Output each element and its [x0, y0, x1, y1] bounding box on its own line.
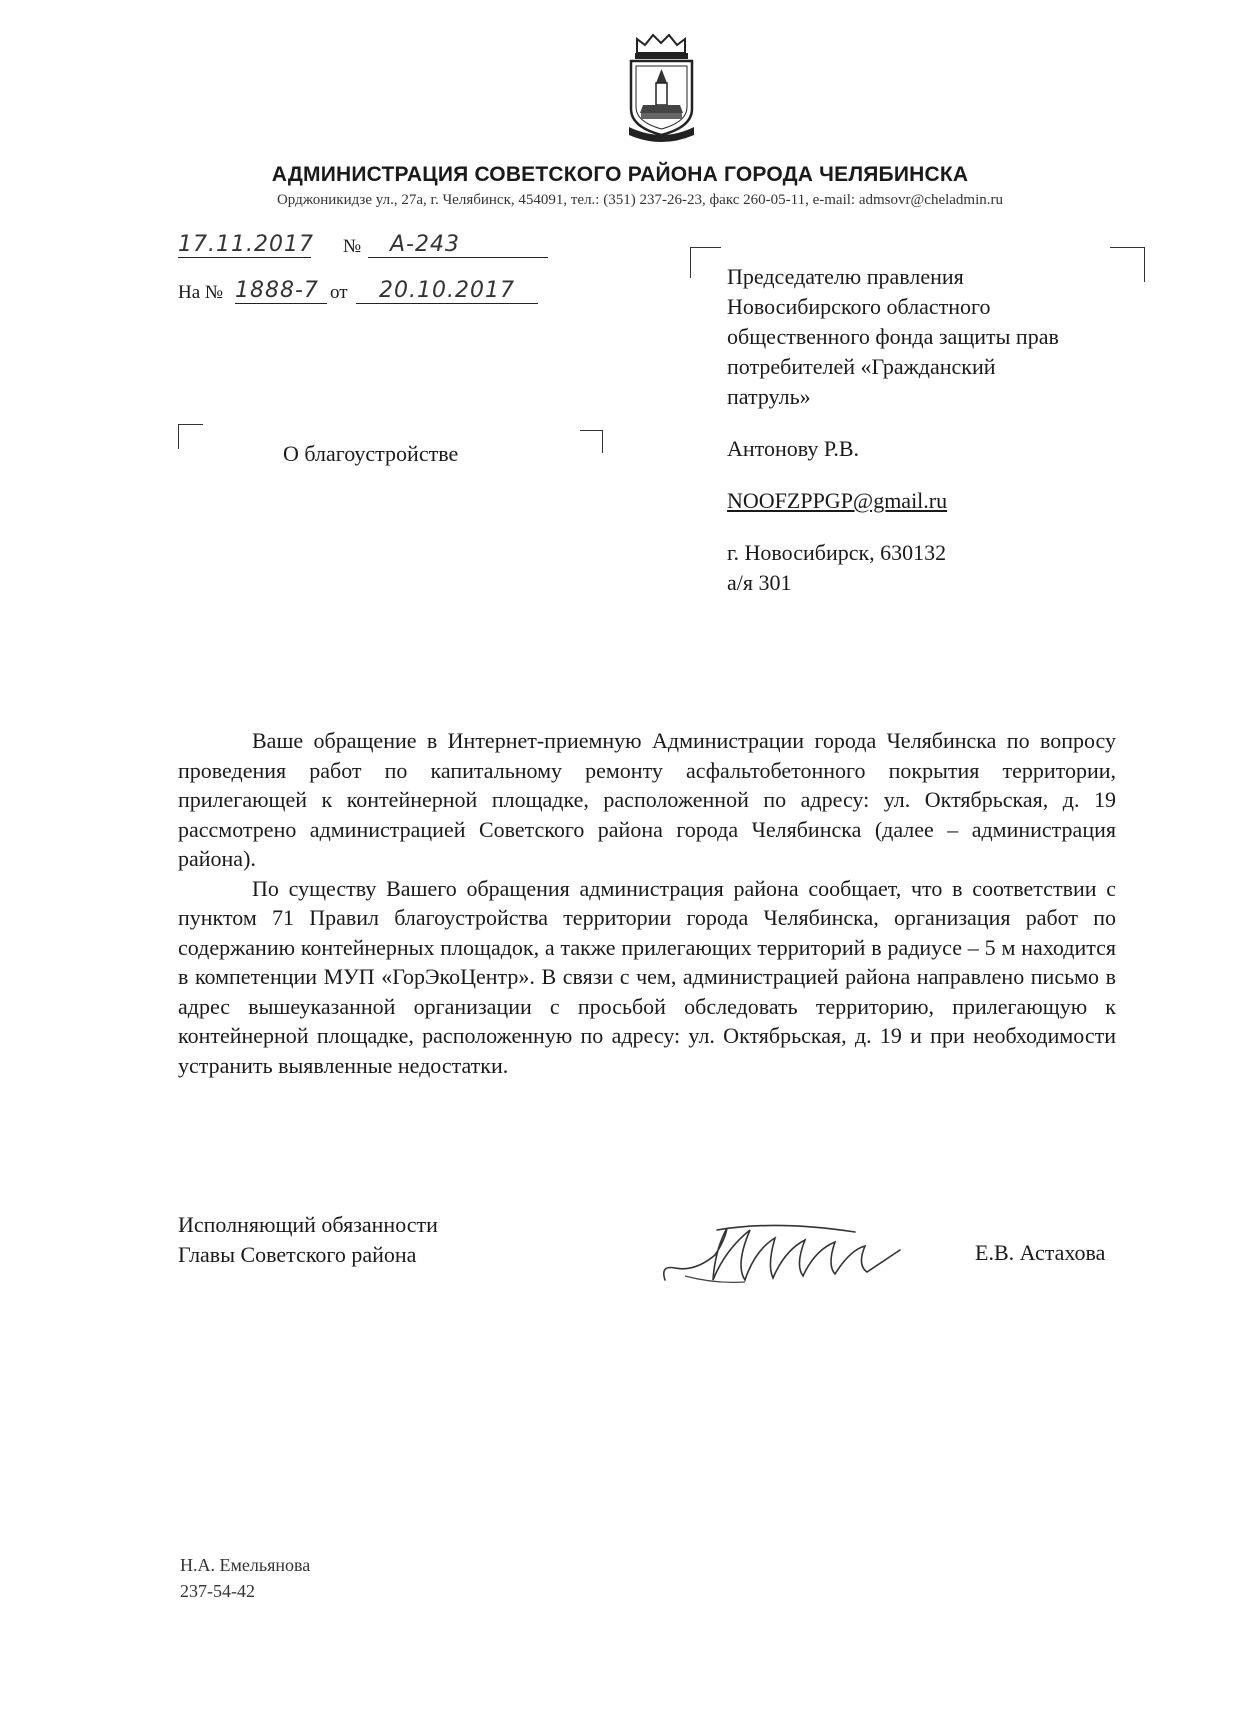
body-paragraph: По существу Вашего обращения администрация района сообщает, что в соответствии с пунктом 71 Правил благоустройства территории города Челябинска, организация работ по содержанию контейнерных площадок, а также прилегающих территорий в радиусе – 5 м находится в компетенции МУП «ГорЭкоЦентр». В связи с чем, администрацией района направлено письмо в адрес вышеуказанной организации с просьбой обследовать территорию, прилегающую к контейнерной площадке, расположенную по адресу: ул. Октябрьская, д. 19 и при необходимости устранить выявленные недостатки.: [178, 875, 1116, 1078]
executor-phone: 237-54-42: [180, 1581, 255, 1601]
recipient-line: патруль»: [727, 384, 811, 409]
body-paragraph: Ваше обращение в Интернет-приемную Администрации города Челябинска по вопросу проведения работ по капитальному ремонту асфальтобетонного покрытия территории, прилегающей к контейнерной площадке, расположенной по адресу: ул. Октябрьская, д. 19 рассмотрено администрацией Советского района города Челябинска (далее – администрация района).: [178, 728, 1116, 871]
letter-subject: О благоустройстве: [283, 441, 459, 466]
reply-date: 20.10.2017: [356, 278, 538, 304]
organization-address: Орджоникидзе ул., 27а, г. Челябинск, 454091, тел.: (351) 237-26-23, факс 260-05-11, e-mail: admsovr@cheladmin.ru: [276, 192, 1004, 208]
coat-of-arms-icon: [623, 31, 700, 143]
signer-name: Е.В. Астахова: [975, 1240, 1106, 1265]
handwritten-signature: [655, 1210, 955, 1300]
recipient-line: потребителей «Гражданский: [727, 354, 996, 379]
registration-line: [178, 232, 550, 262]
recipient-po-box: а/я 301: [727, 570, 792, 595]
number-label: №: [343, 236, 362, 257]
letter-body: [178, 726, 1116, 1080]
recipient-city: г. Новосибирск, 630132: [727, 540, 947, 565]
letter-number: А-243: [368, 232, 548, 258]
reply-label: На №: [178, 282, 224, 303]
recipient-name: Антонову Р.В.: [727, 436, 860, 461]
executor-block: [180, 1552, 310, 1604]
recipient-line: Председателю правления: [727, 264, 964, 289]
letter-date: 17.11.2017: [178, 232, 314, 257]
reply-reference-line: [178, 278, 550, 308]
signer-position: [178, 1210, 438, 1270]
from-label: от: [330, 282, 348, 303]
subject-bracket-left: [178, 424, 203, 449]
signer-position-line: Исполняющий обязанности: [178, 1212, 438, 1237]
reply-number: 1888-7: [235, 278, 327, 304]
organization-name: АДМИНИСТРАЦИЯ СОВЕТСКОГО РАЙОНА ГОРОДА ЧЕЛЯБИНСКА: [271, 163, 969, 186]
recipient-bracket-left: [690, 247, 721, 278]
recipient-email: NOOFZPPGP@gmail.ru: [727, 488, 948, 513]
recipient-block: [727, 262, 1167, 598]
recipient-line: общественного фонда защиты прав: [727, 324, 1059, 349]
executor-name: Н.А. Емельянова: [180, 1555, 311, 1575]
recipient-line: Новосибирского областного: [727, 294, 991, 319]
signer-position-line: Главы Советского района: [178, 1242, 417, 1267]
subject-bracket-right: [580, 430, 603, 453]
